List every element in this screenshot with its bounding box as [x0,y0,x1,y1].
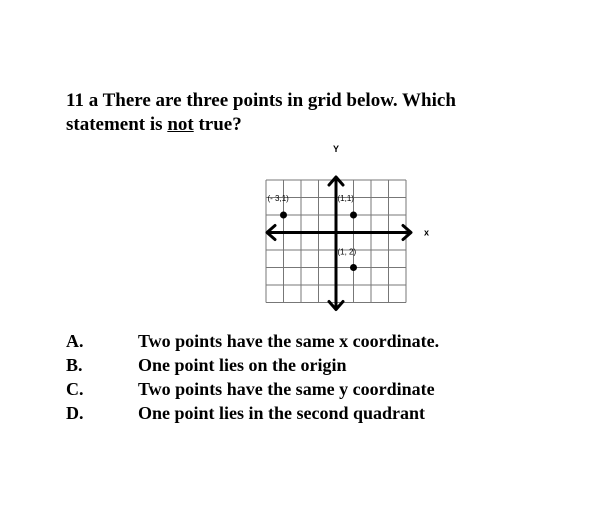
data-point [280,212,287,219]
choice-d-text: One point lies in the second quadrant [138,403,426,423]
data-point [350,212,357,219]
choice-c-letter: C. [66,379,84,399]
choice-a[interactable] [66,329,439,353]
choice-c-text: Two points have the same y coordinate [138,379,435,399]
choice-b-text: One point lies on the origin [138,355,347,375]
x-axis-label: x [424,227,430,238]
coordinate-grid [258,140,448,315]
data-point [350,264,357,271]
choice-d[interactable] [66,401,439,425]
point-label: (1, 2) [337,247,357,257]
question-emphasis: not [167,114,194,135]
question-text-start: 11 a There are three points in grid below. Which statement is [66,90,456,135]
y-axis-label: Y [333,144,340,154]
choice-a-text: Two points have the same x coordinate. [138,331,440,351]
choice-d-letter: D. [66,403,84,423]
question-text [66,89,536,137]
choice-c[interactable] [66,377,439,401]
point-label: (1,1) [337,194,354,203]
question-text-end: true? [193,114,242,135]
answer-choices [66,329,439,425]
choice-b[interactable] [66,353,439,377]
choice-b-letter: B. [66,355,83,375]
point-label: (- 3,1) [267,194,289,203]
choice-a-letter: A. [66,331,84,351]
